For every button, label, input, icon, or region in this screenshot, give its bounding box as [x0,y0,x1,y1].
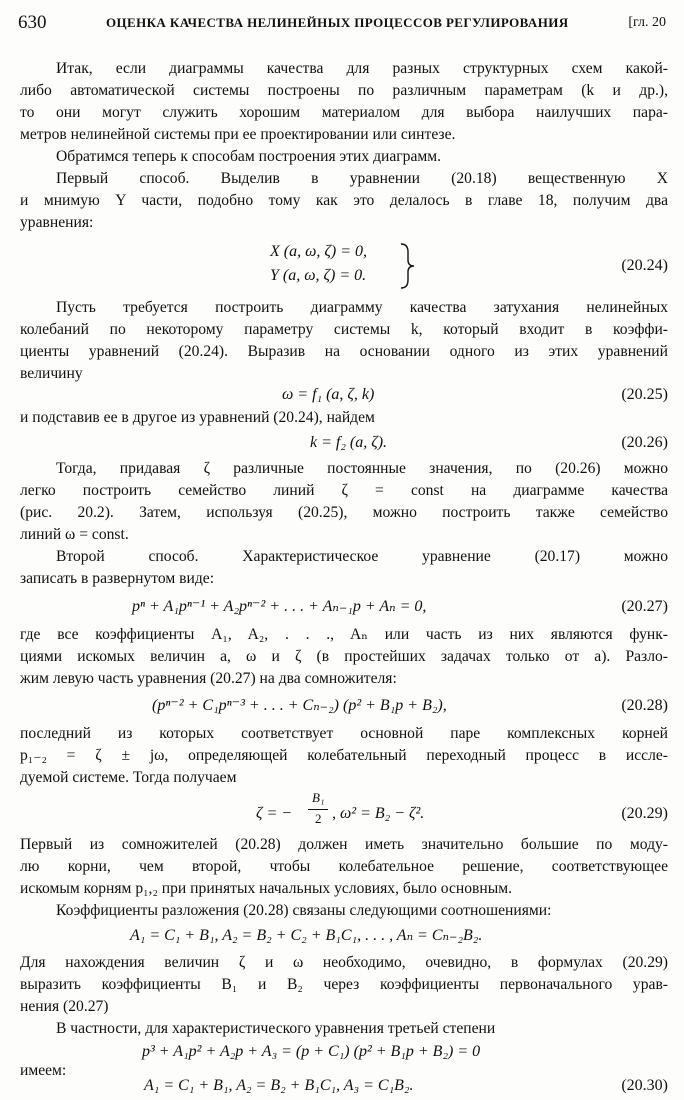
text-line: линий ω = const. [20,526,129,543]
text-line: Пусть требуется построить диаграмму качества затухания нелинейных [56,299,668,316]
text-line: Коэффициенты разложения (20.28) связаны следующими соотношениями: [56,902,552,919]
equation-20-27: pⁿ + A₁pⁿ⁻¹ + A₂pⁿ⁻² + . . . + Aₙ₋₁p + Aₙ = 0, (20.27) [132,598,668,615]
text-line: уравнения: [20,214,94,231]
text-line: то они могут служить хорошим материалом для выбора наилучших пара- [20,104,668,121]
text-line: записать в развернутом виде: [20,570,215,587]
text-line: Обратимся теперь к способам построения этих диаграмм. [56,148,442,165]
text-line: Тогда, придавая ζ различные постоянные значения, по (20.26) можно [56,460,668,477]
chapter-label: [гл. 20 [628,15,666,30]
equation-number-20-24: (20.24) [621,257,668,274]
text-line: лю корни, чем второй, чтобы колебательное решение, соответствующее [20,858,668,875]
text-line: где все коэффициенты A₁, A₂, . . ., Aₙ или часть из них являются функ- [20,626,668,643]
text-line: имеем: [20,1062,67,1079]
text-line: Итак, если диаграммы качества для разных структурных схем какой- [56,60,668,77]
equation-20-29: ζ = − B₁ 2 , ω² = B₂ − ζ². (20.29) [256,790,668,826]
running-header [18,12,666,38]
text-line: выразить коэффициенты B₁ и B₂ через коэффициенты первоначального урав- [20,976,668,993]
text-line: либо автоматической системы построены по различным параметрам (k и др.), [20,82,668,99]
text-line: величину [20,365,83,382]
text-line: нения (20.27) [20,998,109,1015]
text-line: (рис. 20.2). Затем, используя (20.25), можно построить также семейство [20,504,668,521]
text-line: жим левую часть уравнения (20.27) на два сомножителя: [20,670,397,687]
text-line: Для нахождения величин ζ и ω необходимо, очевидно, в формулах (20.29) [20,954,668,971]
text-line: циями искомых величин a, ω и ζ (в простейших задачах только от a). Разло- [20,648,668,665]
equation-20-28: (pⁿ⁻² + C₁pⁿ⁻³ + . . . + Cₙ₋₂) (p² + B₁p + B₂), (20.28) [152,697,668,714]
text-line: Второй способ. Характеристическое уравнение (20.17) можно [56,548,668,565]
text-line: Первый способ. Выделив в уравнении (20.18) вещественную X [56,170,668,187]
equation-third-degree: p³ + A₁p² + A₂p + A₃ = (p + C₁) (p² + B₁p + B₂) = 0 [142,1043,481,1060]
text-line: дуемой системе. Тогда получаем [20,769,237,786]
text-line: последний из которых соответствует основной паре комплексных корней [20,725,668,742]
text-line: циенты уравнений (20.24). Выразив на основании одного из этих уравнений [20,343,668,360]
equation-coefficients: A₁ = C₁ + B₁, A₂ = B₂ + C₂ + B₁C₁, . . . , Aₙ = Cₙ₋₂B₂. [130,927,483,944]
text-line: колебаний по некоторому параметру системы k, который входит в коэффи- [20,321,668,338]
page-number: 630 [18,12,47,33]
equation-20-25: ω = f₁ (a, ζ, k) (20.25) [282,386,668,403]
text-line: p₁₋₂ = ζ ± jω, определяющей колебательный переходный процесс в иссле- [20,747,668,764]
running-title: ОЦЕНКА КАЧЕСТВА НЕЛИНЕЙНЫХ ПРОЦЕССОВ РЕГУЛИРОВАНИЯ [106,15,569,30]
text-line: искомым корням p₁,₂ при принятых начальных условиях, было основным. [20,880,512,897]
text-line: и мнимую Y части, подобно тому как это делалось в главе 18, получим два [20,192,668,209]
equation-20-24-a: X (a, ω, ζ) = 0, [270,243,367,260]
text-line: Первый из сомножителей (20.28) должен иметь значительно большие по моду- [20,836,668,853]
text-line: легко построить семейство линий ζ = const на диаграмме качества [20,482,668,499]
equation-20-26: k = f₂ (a, ζ). (20.26) [310,434,668,451]
equation-20-30: A₁ = C₁ + B₁, A₂ = B₂ + B₁C₁, A₃ = C₁B₂. (20.30) [144,1077,668,1094]
text-line: метров нелинейной системы при ее проектировании или синтезе. [20,126,456,143]
equation-20-24-b: Y (a, ω, ζ) = 0. [270,267,367,284]
text-line: В частности, для характеристического уравнения третьей степени [56,1020,496,1037]
text-line: и подставив ее в другое из уравнений (20.24), найдем [20,409,375,426]
